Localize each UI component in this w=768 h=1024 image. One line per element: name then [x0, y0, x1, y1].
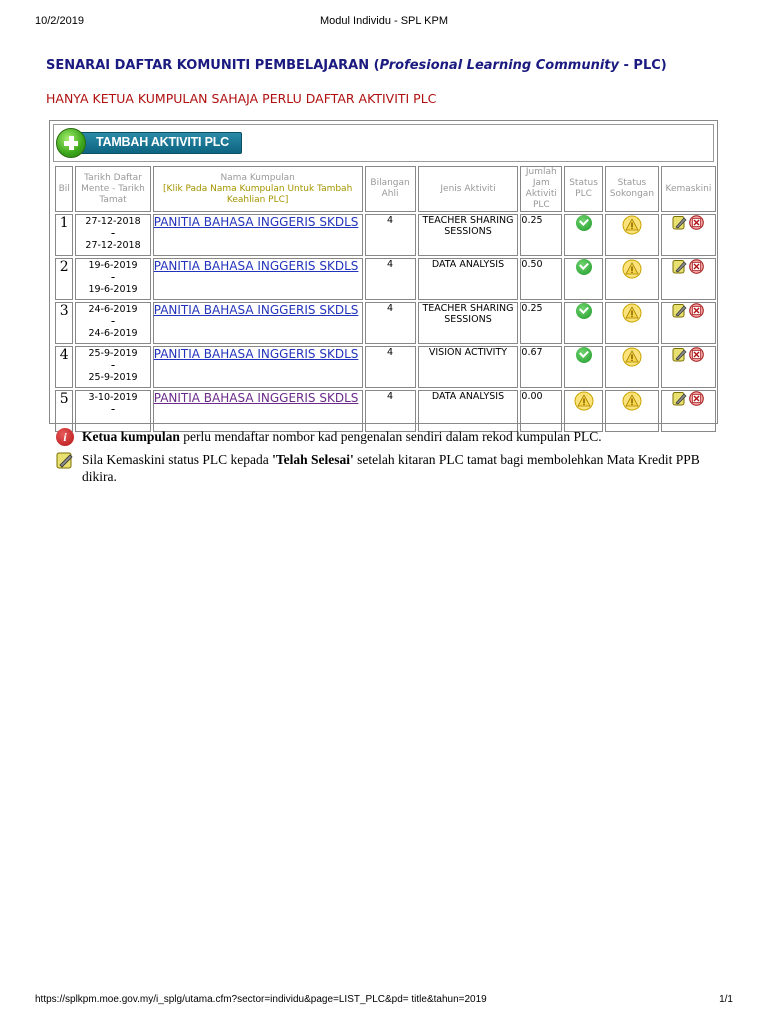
edit-icon[interactable]	[672, 391, 687, 406]
col-bilangan: Bilangan Ahli	[365, 166, 416, 212]
note2-pre: Sila Kemaskini status PLC kepada	[82, 452, 273, 467]
edit-icon[interactable]	[672, 347, 687, 362]
delete-icon[interactable]	[689, 259, 704, 274]
col-nama-label: Nama Kumpulan	[220, 172, 295, 183]
edit-icon[interactable]	[672, 303, 687, 318]
cell-bilangan: 4	[365, 258, 416, 300]
col-bil: Bil	[55, 166, 73, 212]
cell-kemaskini	[661, 258, 716, 300]
cell-kemaskini	[661, 214, 716, 256]
group-name-link[interactable]: PANITIA BAHASA INGGERIS SKDLS	[153, 303, 359, 317]
add-button-label: TAMBAH AKTIVITI PLC	[96, 135, 229, 149]
page-subtitle: HANYA KETUA KUMPULAN SAHAJA PERLU DAFTAR AKTIVITI PLC	[46, 91, 437, 106]
ok-icon	[576, 303, 592, 319]
warning-icon	[574, 391, 594, 411]
col-nama	[153, 166, 363, 212]
cell-status-plc	[564, 390, 603, 432]
start-date: 27-12-2018	[85, 216, 141, 227]
edit-icon	[56, 451, 74, 473]
cell-nama	[153, 390, 363, 432]
cell-bil: 3	[55, 302, 73, 344]
cell-jam: 0.50	[520, 258, 562, 300]
footer-url: https://splkpm.moe.gov.my/i_splg/utama.cfm?sector=individu&page=LIST_PLC&pd= title&tahun=2019	[35, 994, 487, 1005]
cell-tarikh	[75, 346, 150, 388]
cell-kemaskini	[661, 390, 716, 432]
ok-icon	[576, 259, 592, 275]
col-status-plc: Status PLC	[564, 166, 603, 212]
note2-post: setelah kitaran PLC tamat bagi membolehkan Mata Kredit PPB dikira.	[82, 452, 700, 484]
page-title-italic: Profesional Learning Community	[379, 58, 619, 73]
table-row	[55, 346, 716, 388]
table-row	[55, 390, 716, 432]
toolbar	[53, 124, 714, 162]
cell-jam: 0.25	[520, 214, 562, 256]
warning-icon	[622, 259, 642, 279]
delete-icon[interactable]	[689, 303, 704, 318]
plus-icon	[56, 128, 86, 158]
cell-tarikh	[75, 258, 150, 300]
end-date: 25-9-2019	[88, 372, 138, 383]
info-icon: i	[56, 428, 74, 446]
cell-kemaskini	[661, 302, 716, 344]
note-ketua-text	[82, 428, 722, 445]
plc-panel	[49, 120, 718, 424]
cell-jam: 0.25	[520, 302, 562, 344]
cell-bil: 5	[55, 390, 73, 432]
cell-tarikh	[75, 214, 150, 256]
group-name-link[interactable]: PANITIA BAHASA INGGERIS SKDLS	[153, 347, 359, 361]
start-date: 3-10-2019	[88, 392, 138, 403]
warning-icon	[622, 303, 642, 323]
table-row	[55, 214, 716, 256]
col-tarikh: Tarikh Daftar Mente - Tarikh Tamat	[75, 166, 150, 212]
cell-status-sokongan	[605, 214, 659, 256]
delete-icon[interactable]	[689, 347, 704, 362]
footer-page: 1/1	[719, 994, 733, 1005]
date-dash: -	[110, 226, 116, 240]
cell-jenis: TEACHER SHARING SESSIONS	[418, 214, 519, 256]
page-title	[46, 58, 667, 73]
cell-jenis: DATA ANALYSIS	[418, 390, 519, 432]
group-name-link[interactable]: PANITIA BAHASA INGGERIS SKDLS	[153, 215, 359, 229]
cell-jam: 0.67	[520, 346, 562, 388]
cell-bil: 1	[55, 214, 73, 256]
add-plc-activity-button[interactable]	[56, 128, 242, 158]
note-kemaskini-text	[82, 451, 722, 485]
cell-nama	[153, 302, 363, 344]
note2-bold: 'Telah Selesai'	[272, 452, 354, 467]
col-jenis: Jenis Aktiviti	[418, 166, 519, 212]
end-date: 19-6-2019	[88, 284, 138, 295]
cell-jenis: DATA ANALYSIS	[418, 258, 519, 300]
col-status-sokongan: Status Sokongan	[605, 166, 659, 212]
date-dash: -	[110, 270, 116, 284]
note1-rest: perlu mendaftar nombor kad pengenalan sendiri dalam rekod kumpulan PLC.	[179, 429, 602, 444]
cell-jam: 0.00	[520, 390, 562, 432]
warning-icon	[622, 391, 642, 411]
date-dash: -	[110, 358, 116, 372]
date-dash: -	[110, 402, 116, 416]
cell-nama	[153, 346, 363, 388]
table-row	[55, 302, 716, 344]
ok-icon	[576, 347, 592, 363]
cell-bilangan: 4	[365, 346, 416, 388]
start-date: 19-6-2019	[88, 260, 138, 271]
cell-nama	[153, 258, 363, 300]
edit-icon[interactable]	[672, 215, 687, 230]
cell-bilangan: 4	[365, 302, 416, 344]
group-name-link[interactable]: PANITIA BAHASA INGGERIS SKDLS	[153, 391, 359, 405]
start-date: 24-6-2019	[88, 304, 138, 315]
delete-icon[interactable]	[689, 391, 704, 406]
cell-status-sokongan	[605, 390, 659, 432]
cell-bil: 4	[55, 346, 73, 388]
cell-status-plc	[564, 258, 603, 300]
cell-status-sokongan	[605, 258, 659, 300]
cell-status-sokongan	[605, 346, 659, 388]
warning-icon	[622, 215, 642, 235]
page-title-suffix: - PLC)	[618, 58, 667, 73]
print-title: Modul Individu - SPL KPM	[320, 15, 448, 27]
col-kemaskini: Kemaskini	[661, 166, 716, 212]
page-title-prefix: SENARAI DAFTAR KOMUNITI PEMBELAJARAN (	[46, 58, 380, 73]
cell-jenis: VISION ACTIVITY	[418, 346, 519, 388]
date-dash: -	[110, 314, 116, 328]
end-date: 24-6-2019	[88, 328, 138, 339]
cell-status-sokongan	[605, 302, 659, 344]
end-date: 27-12-2018	[85, 240, 141, 251]
ok-icon	[576, 215, 592, 231]
warning-icon	[622, 347, 642, 367]
table-header-row	[55, 166, 716, 212]
plc-table	[53, 164, 718, 434]
table-row	[55, 258, 716, 300]
col-jam: Jumlah Jam Aktiviti PLC	[520, 166, 562, 212]
start-date: 25-9-2019	[88, 348, 138, 359]
group-name-link[interactable]: PANITIA BAHASA INGGERIS SKDLS	[153, 259, 359, 273]
delete-icon[interactable]	[689, 215, 704, 230]
edit-icon[interactable]	[672, 259, 687, 274]
cell-tarikh	[75, 390, 150, 432]
note1-bold: Ketua kumpulan	[82, 429, 180, 444]
cell-status-plc	[564, 302, 603, 344]
print-date: 10/2/2019	[35, 15, 84, 27]
cell-bil: 2	[55, 258, 73, 300]
cell-bilangan: 4	[365, 390, 416, 432]
cell-nama	[153, 214, 363, 256]
cell-status-plc	[564, 214, 603, 256]
cell-tarikh	[75, 302, 150, 344]
cell-kemaskini	[661, 346, 716, 388]
cell-jenis: TEACHER SHARING SESSIONS	[418, 302, 519, 344]
cell-bilangan: 4	[365, 214, 416, 256]
col-nama-hint: [Klik Pada Nama Kumpulan Untuk Tambah Keahlian PLC]	[163, 183, 353, 205]
cell-status-plc	[564, 346, 603, 388]
